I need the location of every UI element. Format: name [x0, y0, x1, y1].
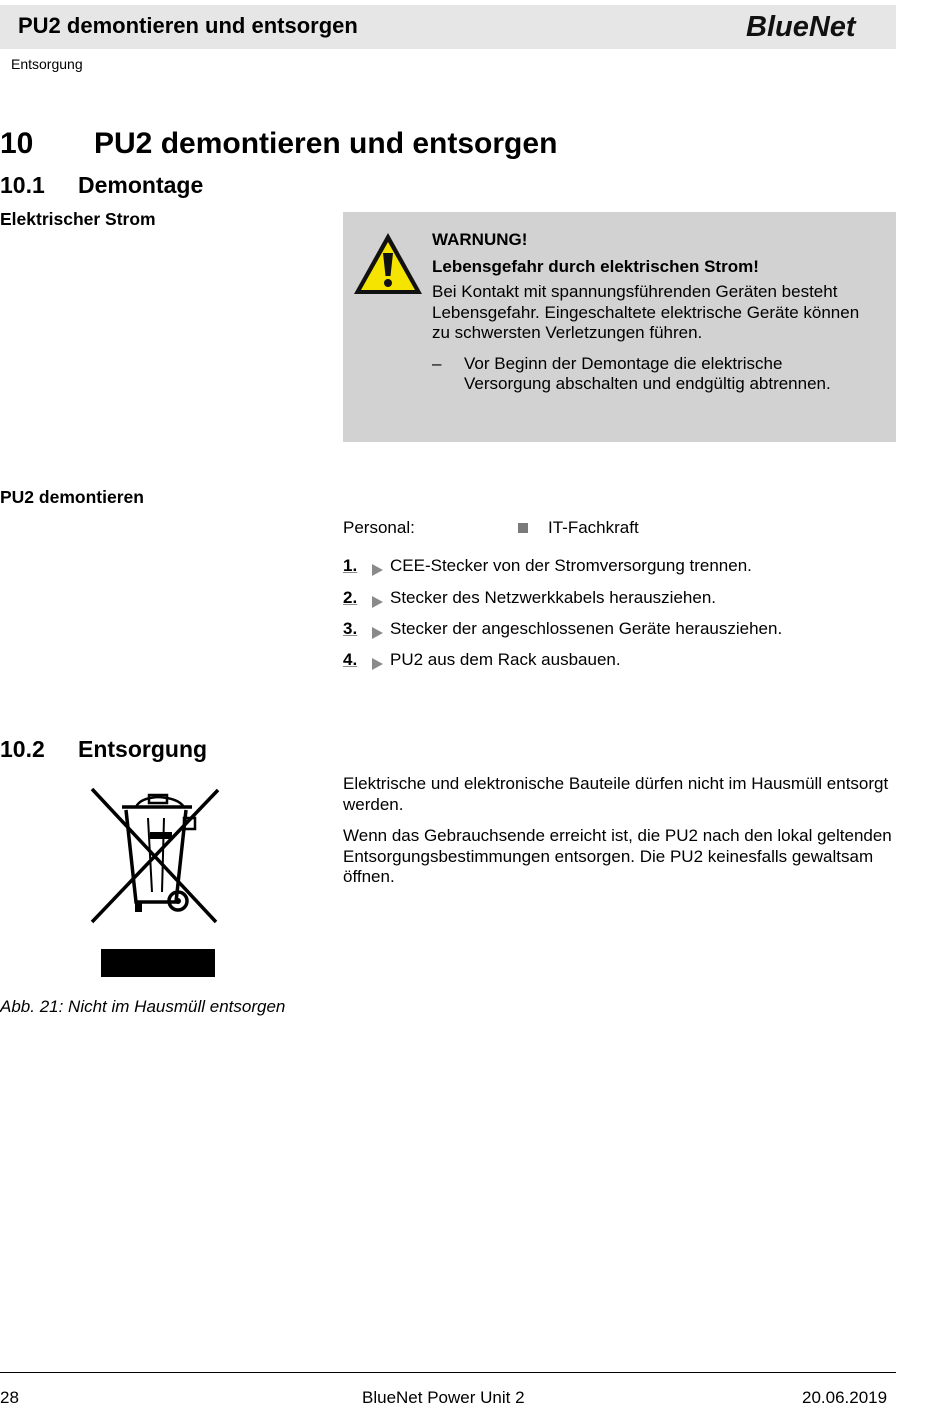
step-item — [343, 556, 883, 580]
page-number: 28 — [0, 1388, 19, 1407]
step-item — [343, 588, 883, 612]
warning-subtitle: Lebensgefahr durch elektrischen Strom! — [432, 256, 759, 276]
header-title: PU2 demontieren und entsorgen — [18, 13, 358, 38]
step-number: 3. — [343, 619, 358, 638]
step-item — [343, 650, 883, 674]
step-item — [343, 619, 883, 643]
warning-title: WARNUNG! — [432, 230, 528, 249]
warning-body: Bei Kontakt mit spannungsführenden Geräten besteht Lebensgefahr. Eingeschaltete elektrische Geräte können zu schwersten Verletzungen führen. — [432, 282, 860, 342]
section-number: 10.1 — [0, 172, 45, 198]
procedure-label: PU2 demontieren — [0, 487, 144, 507]
step-arrow-icon — [370, 563, 384, 577]
section-title: Demontage — [78, 172, 204, 198]
step-arrow-icon — [370, 595, 384, 609]
step-text: Stecker des Netzwerkkabels herausziehen. — [390, 588, 716, 607]
dash-bullet: – — [432, 353, 442, 373]
crossed-out-bin-icon — [88, 784, 222, 926]
warning-content — [432, 230, 872, 395]
step-text: CEE-Stecker von der Stromversorgung trennen. — [390, 556, 752, 575]
warning-triangle-icon — [352, 231, 424, 297]
disposal-paragraph-1: Elektrische und elektronische Bauteile dürfen nicht im Hausmüll entsorgt werden. — [343, 774, 889, 814]
square-bullet-icon — [518, 523, 528, 533]
personnel-label: Personal: — [343, 518, 415, 537]
warning-step-text: Vor Beginn der Demontage die elektrische Versorgung abschalten und endgültig abtrennen. — [464, 353, 831, 393]
footer-product: BlueNet Power Unit 2 — [362, 1388, 525, 1407]
personnel-value: IT-Fachkraft — [548, 518, 639, 537]
step-text: PU2 aus dem Rack ausbauen. — [390, 650, 621, 669]
hazard-label: Elektrischer Strom — [0, 209, 156, 229]
running-section-label: Entsorgung — [11, 56, 83, 72]
step-arrow-icon — [370, 657, 384, 671]
figure-caption: Abb. 21: Nicht im Hausmüll entsorgen — [0, 997, 286, 1016]
section-number: 10.2 — [0, 736, 45, 762]
logo-text: BlueNet — [746, 11, 856, 42]
chapter-title: PU2 demontieren und entsorgen — [94, 127, 558, 160]
step-text: Stecker der angeschlossenen Geräte herausziehen. — [390, 619, 783, 638]
section-title: Entsorgung — [78, 736, 208, 762]
warning-step — [432, 354, 872, 395]
step-number: 1. — [343, 556, 358, 575]
chapter-number: 10 — [0, 127, 34, 160]
footer-rule — [0, 1372, 896, 1373]
step-number: 2. — [343, 588, 358, 607]
step-number: 4. — [343, 650, 358, 669]
weee-bar — [101, 949, 215, 977]
disposal-paragraph-2: Wenn das Gebrauchsende erreicht ist, die PU2 nach den lokal geltenden Entsorgungsbestimmungen entsorgen. Die PU2 keinesfalls gewaltsam öffnen. — [343, 826, 892, 886]
step-arrow-icon — [370, 626, 384, 640]
bluenet-logo — [746, 10, 880, 42]
footer-date: 20.06.2019 — [802, 1388, 888, 1407]
